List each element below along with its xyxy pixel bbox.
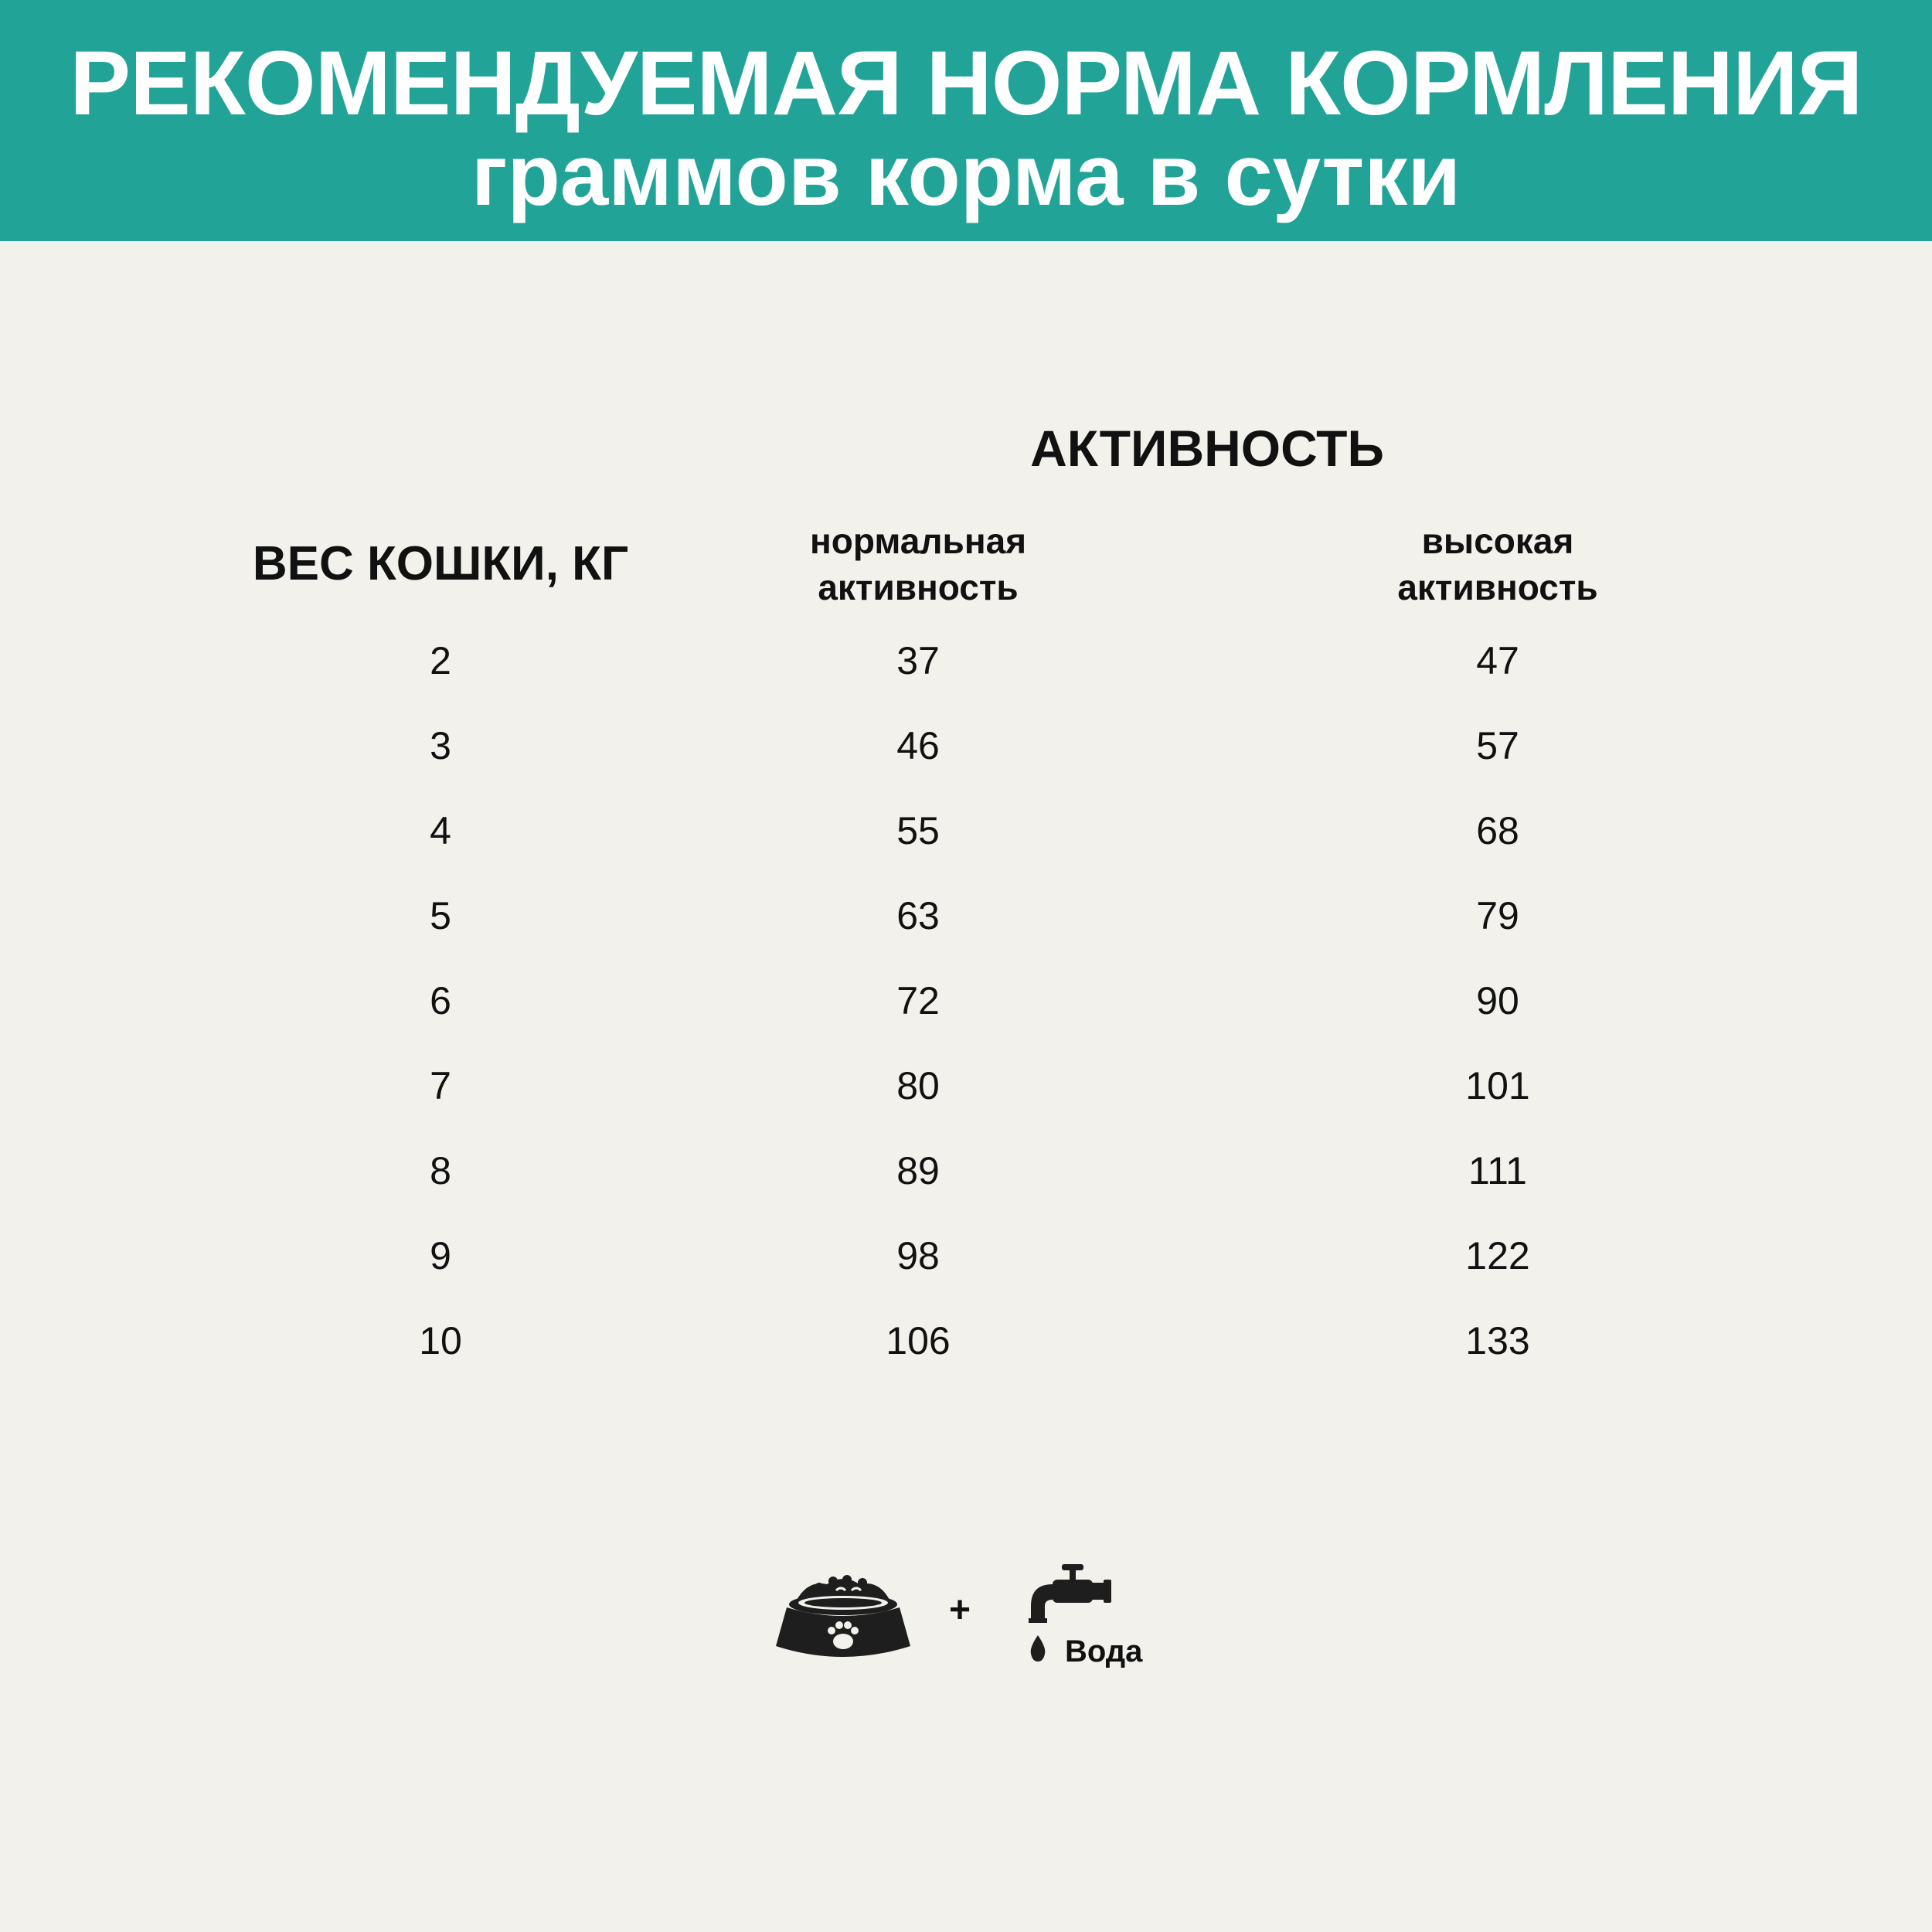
weight-cell: 3 <box>430 724 451 767</box>
feeding-table-body <box>0 632 1932 1397</box>
normal-activity-cell: 98 <box>896 1234 940 1277</box>
weight-cell: 7 <box>430 1064 451 1107</box>
normal-activity-cell: 55 <box>896 809 940 852</box>
table-row <box>0 632 1932 717</box>
weight-column-header: ВЕС КОШКИ, КГ <box>252 537 629 590</box>
table-row <box>0 1057 1932 1142</box>
table-row <box>0 1312 1932 1397</box>
activity-group-header: АКТИВНОСТЬ <box>1030 420 1384 477</box>
table-row <box>0 802 1932 887</box>
normal-activity-column-header <box>686 518 1150 611</box>
weight-cell: 5 <box>430 894 451 937</box>
high-activity-cell: 68 <box>1476 809 1519 852</box>
table-row <box>0 717 1932 802</box>
high-activity-column-header <box>1266 518 1730 611</box>
normal-activity-cell: 63 <box>896 894 940 937</box>
weight-cell: 4 <box>430 809 451 852</box>
high-activity-cell: 101 <box>1465 1064 1530 1107</box>
table-row <box>0 887 1932 972</box>
high-header-line1: высокая <box>1421 521 1574 561</box>
high-activity-cell: 57 <box>1476 724 1519 767</box>
normal-activity-cell: 80 <box>896 1064 940 1107</box>
weight-cell: 10 <box>419 1319 462 1362</box>
table-row <box>0 1142 1932 1227</box>
high-activity-cell: 111 <box>1468 1149 1527 1192</box>
normal-activity-cell: 37 <box>896 639 940 682</box>
high-activity-cell: 133 <box>1465 1319 1530 1362</box>
page-subtitle: граммов корма в сутки <box>471 127 1461 223</box>
weight-cell: 2 <box>430 639 451 682</box>
normal-header-line2: активность <box>818 567 1019 607</box>
page-title: РЕКОМЕНДУЕМАЯ НОРМА КОРМЛЕНИЯ <box>70 32 1862 134</box>
weight-cell: 8 <box>430 1149 451 1192</box>
high-activity-cell: 90 <box>1476 979 1519 1022</box>
table-row <box>0 1227 1932 1312</box>
plus-sign: + <box>949 1590 971 1631</box>
normal-activity-cell: 89 <box>896 1149 940 1192</box>
normal-header-line1: нормальная <box>809 521 1027 561</box>
weight-cell: 6 <box>430 979 451 1022</box>
water-label: Вода <box>1065 1634 1143 1668</box>
normal-activity-cell: 72 <box>896 979 940 1022</box>
high-activity-cell: 122 <box>1465 1234 1530 1277</box>
table-row <box>0 972 1932 1057</box>
normal-activity-cell: 106 <box>886 1319 951 1362</box>
high-activity-cell: 79 <box>1476 894 1519 937</box>
pet-food-bowl-icon <box>773 1569 913 1665</box>
normal-activity-cell: 46 <box>896 724 940 767</box>
high-header-line2: активность <box>1397 567 1598 607</box>
high-activity-cell: 47 <box>1476 639 1519 682</box>
weight-cell: 9 <box>430 1234 451 1277</box>
header-banner <box>0 0 1932 241</box>
food-plus-water-legend <box>773 1561 1175 1677</box>
